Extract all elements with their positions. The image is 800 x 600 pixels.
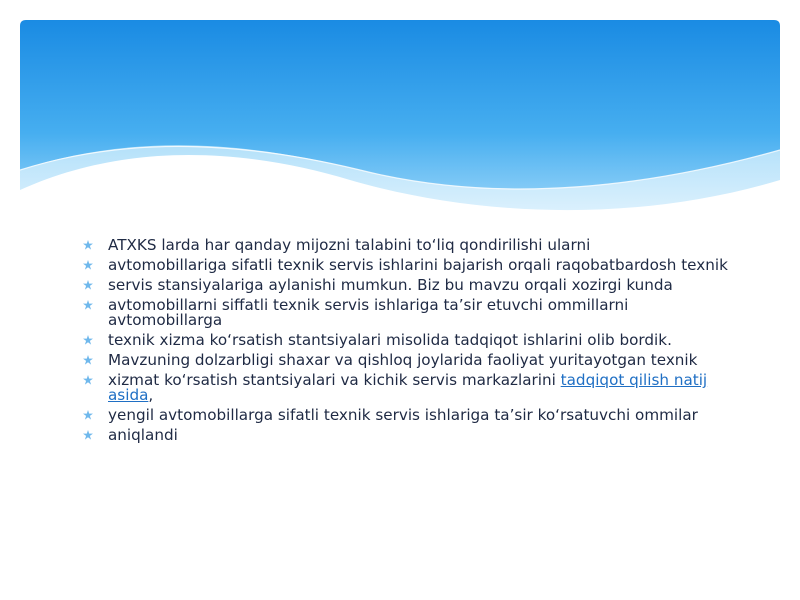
star-bullet-icon [82, 374, 94, 386]
list-item [80, 373, 730, 403]
research-link[interactable]: tadqiqot qilish natij asida [108, 371, 708, 404]
star-bullet-icon [82, 239, 94, 251]
star-bullet-icon [82, 354, 94, 366]
bullet-text: avtomobillarni siffatli texnik servis ishlariga ta’sir etuvchi ommillarni avtomobillarga [108, 296, 629, 329]
bullet-text: avtomobillariga sifatli texnik servis ishlarini bajarish orqali raqobatbardosh texnik [108, 256, 728, 274]
star-bullet-icon [82, 259, 94, 271]
bullet-text: aniqlandi [108, 426, 178, 444]
list-item [80, 333, 730, 348]
list-item [80, 258, 730, 273]
bullet-text: servis stansiyalariga aylanishi mumkun. Biz bu mavzu orqali xozirgi kunda [108, 276, 673, 294]
list-item [80, 298, 730, 328]
bullet-text: yengil avtomobillarga sifatli texnik servis ishlariga ta’sir ko‘rsatuvchi ommilar [108, 406, 698, 424]
bullet-text: xizmat ko‘rsatish stantsiyalari va kichik servis markazlarini [108, 371, 561, 389]
list-item [80, 428, 730, 443]
list-item [80, 278, 730, 293]
list-item [80, 238, 730, 253]
star-bullet-icon [82, 409, 94, 421]
star-bullet-icon [82, 334, 94, 346]
list-item [80, 353, 730, 368]
list-item [80, 408, 730, 423]
bullet-text: texnik xizma ko‘rsatish stantsiyalari misolida tadqiqot ishlarini olib bordik. [108, 331, 672, 349]
star-bullet-icon [82, 279, 94, 291]
header-wave-banner [20, 20, 780, 225]
star-bullet-icon [82, 299, 94, 311]
bullet-text: ATXKS larda har qanday mijozni talabini to‘liq qondirilishi ularni [108, 236, 591, 254]
star-bullet-icon [82, 429, 94, 441]
bullet-text-suffix: , [148, 386, 154, 404]
bullet-list [80, 238, 730, 448]
bullet-text: Mavzuning dolzarbligi shaxar va qishloq joylarida faoliyat yuritayotgan texnik [108, 351, 698, 369]
